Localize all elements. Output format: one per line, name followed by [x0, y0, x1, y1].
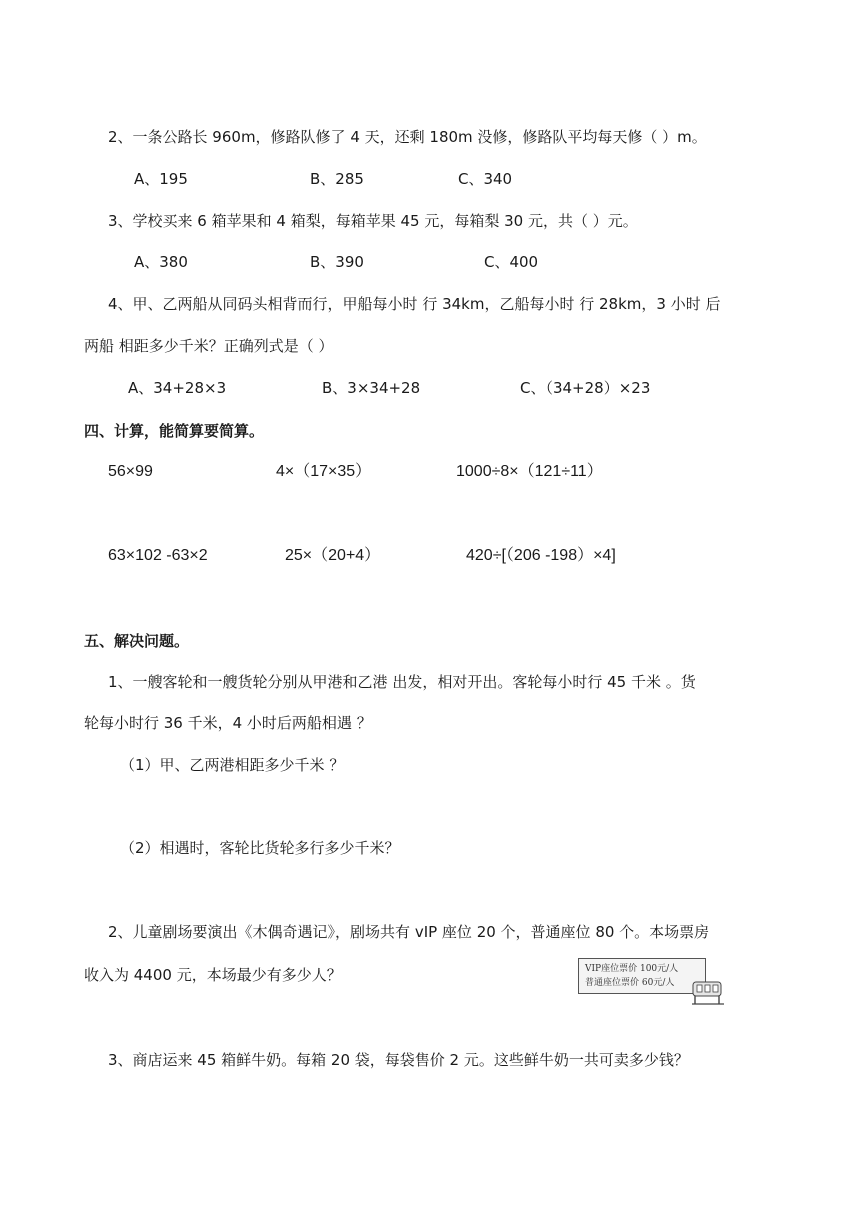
p2-line2: 收入为 4400 元，本场最少有多少人？: [84, 966, 342, 984]
q2-option-a: A、195: [134, 170, 188, 188]
calc-item: 420÷[（206 -198）×4]: [466, 547, 616, 564]
calc-item: 63×102 -63×2: [108, 547, 208, 564]
q2-option-b: B、285: [310, 170, 364, 188]
q2-option-c: C、340: [458, 170, 513, 188]
p3-line1: 3、商店运来 45 箱鲜牛奶。每箱 20 袋，每袋售价 2 元。这些鲜牛奶一共可卖多少钱？: [108, 1051, 689, 1069]
q4-stem-line1: 4、甲、乙两船从同码头相背而行，甲船每小时 行 34km，乙船每小时 行 28km，3 小时 后: [108, 295, 721, 313]
p1-line2: 轮每小时行 36 千米，4 小时后两船相遇 ？: [84, 714, 372, 732]
calc-item: 1000÷8×（121÷11）: [456, 463, 603, 480]
p1-line1: 1、一艘客轮和一艘货轮分别从甲港和乙港 出发，相对开出。客轮每小时行 45 千米 。货: [108, 673, 696, 691]
q3-option-b: B、390: [310, 253, 364, 271]
q2-stem: 2、一条公路长 960m，修路队修了 4 天，还剩 180m 没修，修路队平均每天修（ ）m。: [108, 128, 707, 146]
q4-option-b: B、3×34+28: [322, 379, 421, 397]
calc-item: 56×99: [108, 463, 153, 480]
vip-price-label: VIP座位票价 100元/人: [585, 964, 679, 974]
q3-option-a: A、380: [134, 253, 188, 271]
p1-sub2: （2）相遇时，客轮比货轮多行多少千米？: [120, 839, 400, 857]
p1-sub1: （1）甲、乙两港相距多少千米 ？: [120, 756, 345, 774]
price-board: [578, 958, 706, 994]
theater-seat-icon: [690, 978, 726, 1006]
p2-line1: 2、儿童剧场要演出《木偶奇遇记》，剧场共有 vIP 座位 20 个，普通座位 80 个。本场票房: [108, 923, 710, 941]
q4-stem-line2: 两船 相距多少千米？正确列式是（ ）: [84, 337, 334, 355]
normal-price-label: 普通座位票价 60元/人: [585, 978, 675, 988]
calc-item: 4×（17×35）: [276, 463, 372, 480]
q4-option-a: A、34+28×3: [128, 379, 227, 397]
calc-item: 25×（20+4）: [285, 547, 381, 564]
section5-title: 五、解决问题。: [84, 632, 190, 650]
q4-option-c: C、（34+28）×23: [520, 379, 651, 397]
ticket-price-sign: [578, 958, 728, 1008]
section4-title: 四、计算，能简算要简算。: [84, 422, 265, 440]
q3-stem: 3、学校买来 6 箱苹果和 4 箱梨，每箱苹果 45 元，每箱梨 30 元，共（ ）元。: [108, 212, 638, 230]
q3-option-c: C、400: [484, 253, 539, 271]
